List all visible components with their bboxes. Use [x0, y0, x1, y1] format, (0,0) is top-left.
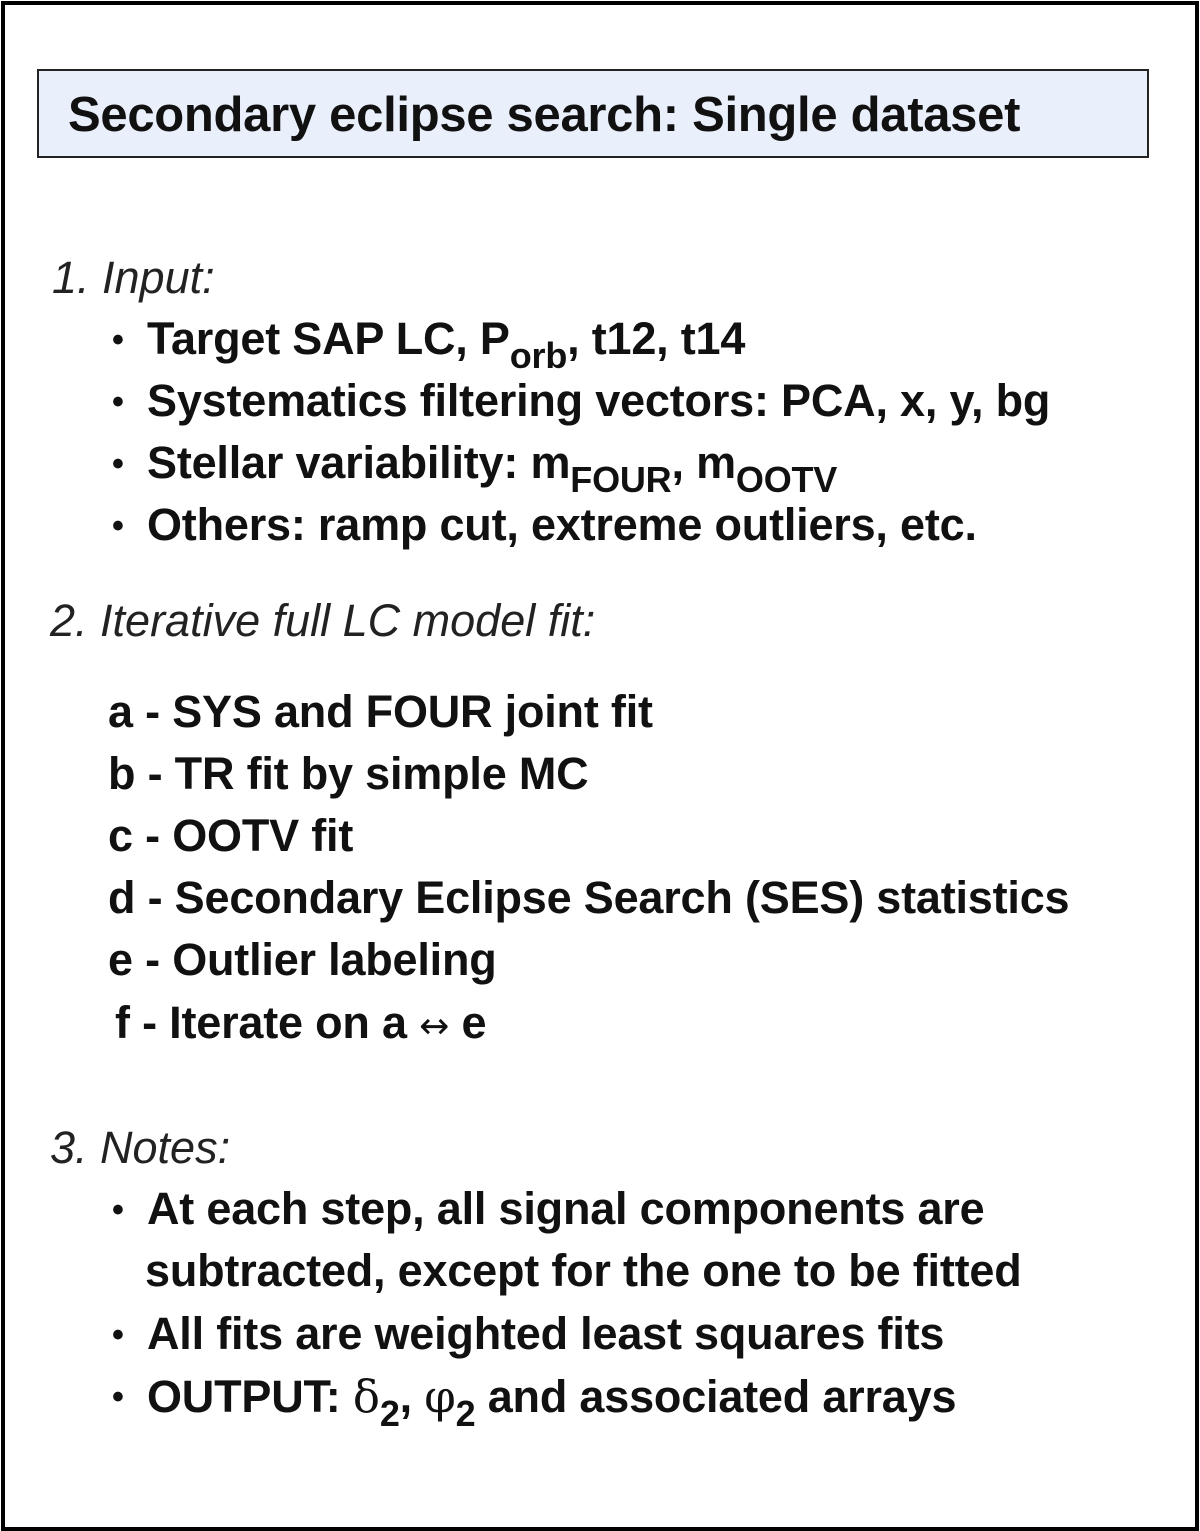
section-heading-fit: 2. Iterative full LC model fit: — [50, 595, 596, 646]
input-item-target: Target SAP LC, $P_{orb}$, t12, t14 — [147, 313, 746, 376]
fit-step-a: a - SYS and FOUR joint fit — [108, 686, 653, 737]
bullet-icon: • — [112, 321, 124, 359]
input-item-systematics: Systematics filtering vectors: PCA, x, y, bg — [147, 375, 1051, 426]
title-box — [37, 69, 1149, 158]
section-heading-notes: 3. Notes: — [50, 1122, 231, 1173]
bullet-icon: • — [112, 507, 124, 545]
fit-step-c: c - OOTV fit — [108, 810, 354, 861]
bullet-icon: • — [112, 1191, 124, 1229]
fit-step-d: d - Secondary Eclipse Search (SES) statistics — [108, 872, 1070, 923]
fit-step-e: e - Outlier labeling — [108, 934, 497, 985]
input-item-others: Others: ramp cut, extreme outliers, etc. — [147, 499, 977, 550]
bullet-icon: • — [112, 1316, 124, 1354]
note-output: OUTPUT: $\delta_2$, $\varphi_2$ and associated arrays — [147, 1370, 957, 1434]
bullet-icon: • — [112, 1378, 124, 1416]
bullet-icon: • — [112, 383, 124, 421]
bullet-icon: • — [112, 445, 124, 483]
input-item-stellar-variability: Stellar variability: $m_{FOUR}$, $m_{OOTV}$ — [147, 437, 838, 500]
fit-step-f: f - Iterate on a ↔ e — [115, 997, 487, 1048]
double-arrow-icon: ↔ — [419, 1006, 450, 1047]
note-each-step-line2: subtracted, except for the one to be fitted — [145, 1245, 1022, 1296]
fit-step-b: b - TR fit by simple MC — [108, 748, 589, 799]
diagram-title: Secondary eclipse search: Single dataset — [68, 88, 1021, 142]
note-each-step-line1: At each step, all signal components are — [147, 1183, 985, 1234]
section-heading-input: 1. Input: — [52, 252, 215, 303]
note-weighted-fits: All fits are weighted least squares fits — [147, 1308, 945, 1359]
